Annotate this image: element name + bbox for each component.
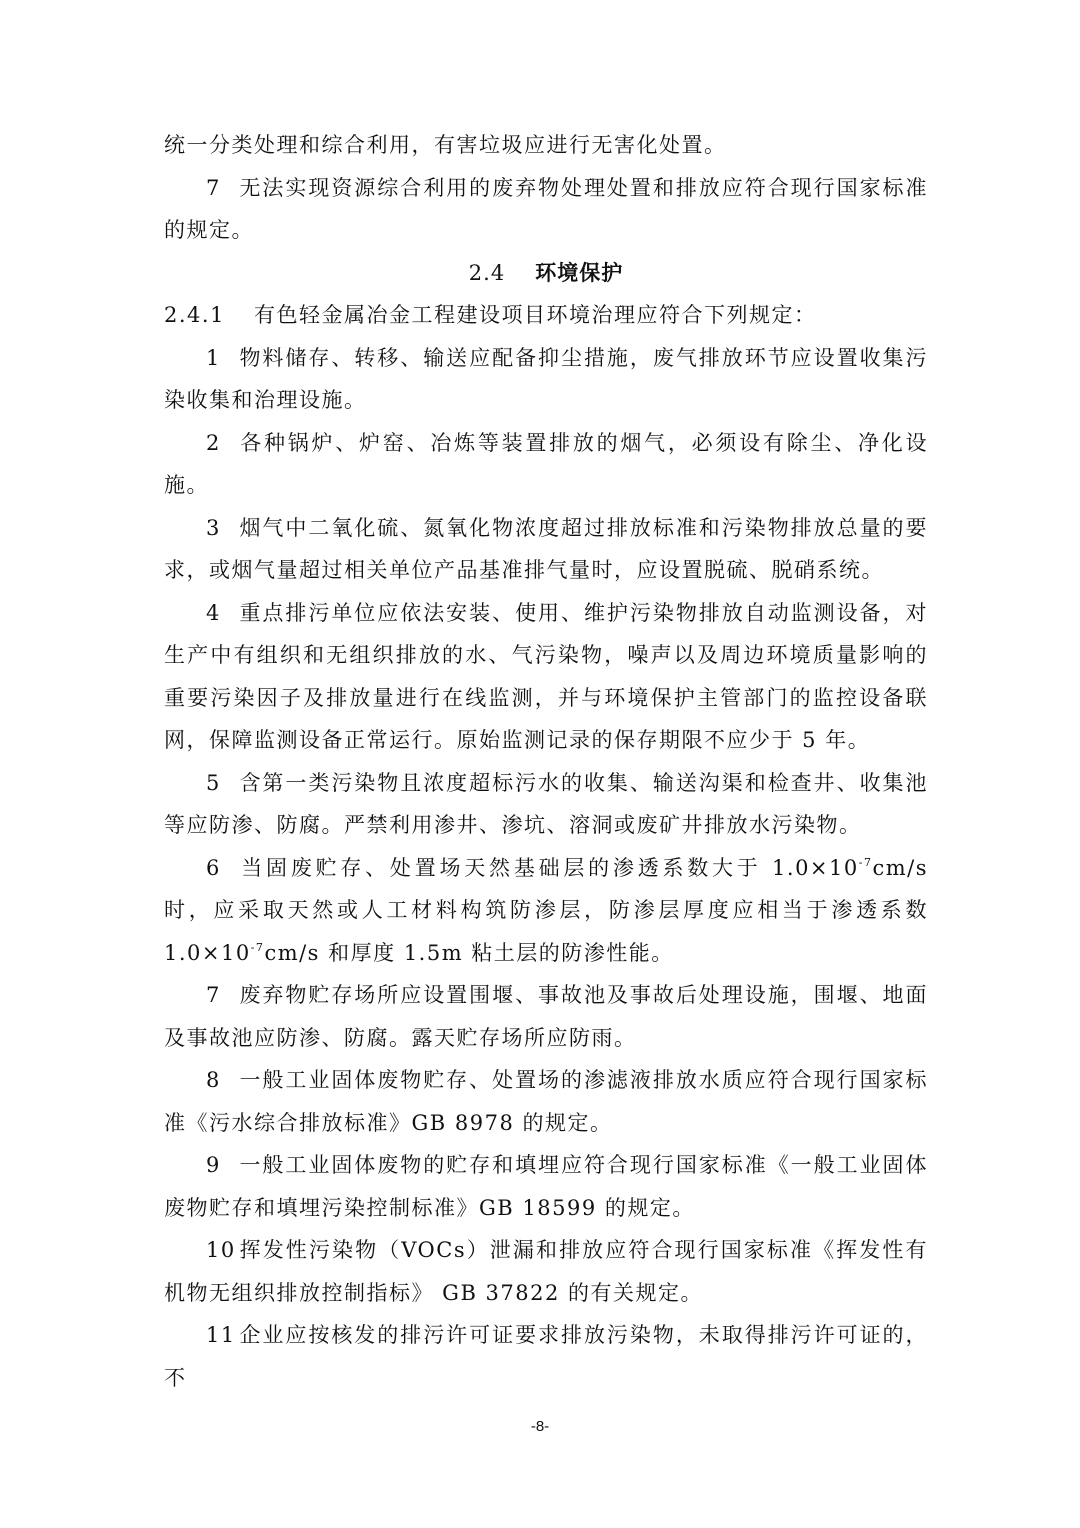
item-text: 含第一类污染物且浓度超标污水的收集、输送沟渠和检查井、收集池等应防渗、防腐。严禁利用渗井、渗坑、溶洞或废矿井排放水污染物。 [164, 770, 928, 837]
section-title: 环境保护 [535, 260, 624, 285]
list-item [164, 507, 928, 592]
list-item [164, 1059, 928, 1144]
item-number: 8 [206, 1068, 221, 1092]
paragraph-text: 统一分类处理和综合利用，有害垃圾应进行无害化处置。 [164, 133, 727, 157]
item-number: 4 [206, 600, 221, 625]
item-text-part: 当固废贮存、处置场天然基础层的渗透系数大于 1.0×10 [239, 855, 859, 880]
item-number: 3 [206, 515, 221, 540]
list-item [164, 974, 928, 1059]
list-item [164, 167, 928, 252]
item-text: 烟气中二氧化硫、氮氧化物浓度超过排放标准和污染物排放总量的要求，或烟气量超过相关单位产品基准排气量时，应设置脱硫、脱硝系统。 [164, 515, 928, 582]
item-text-part: cm/s 时，应采取天然或人工材料构筑防渗层，防渗层厚度应相当于渗透系数 1.0×10 [164, 855, 928, 965]
item-text: 物料储存、转移、输送应配备抑尘措施，废气排放环节应设置收集污染收集和治理设施。 [164, 345, 928, 412]
item-number: 1 [206, 345, 221, 370]
item-text: 各种锅炉、炉窑、冶炼等装置排放的烟气，必须设有除尘、净化设施。 [164, 430, 928, 497]
list-item [164, 337, 928, 422]
body-text [164, 124, 928, 1399]
item-number: 2 [206, 430, 221, 455]
item-number: 7 [206, 175, 221, 200]
item-number: 6 [206, 855, 221, 880]
list-item [164, 847, 928, 975]
paragraph-continuation [164, 124, 928, 167]
list-item [164, 1229, 928, 1314]
exponent: -7 [858, 855, 873, 869]
list-item [164, 592, 928, 762]
item-text: 重点排污单位应依法安装、使用、维护污染物排放自动监测设备，对生产中有组织和无组织排放的水、气污染物，噪声以及周边环境质量影响的重要污染因子及排放量进行在线监测，并与环境保护主管部门的监控设备联网，保障监测设备正常运行。原始监测记录的保存期限不应少于 5 年。 [164, 600, 928, 752]
list-item [164, 422, 928, 507]
item-text: 企业应按核发的排污许可证要求排放污染物，未取得排污许可证的，不 [164, 1323, 928, 1390]
item-text-part: cm/s 和厚度 1.5m 粘土层的防渗性能。 [264, 940, 674, 965]
clause-text: 有色轻金属冶金工程建设项目环境治理应符合下列规定： [254, 303, 817, 327]
list-item [164, 1314, 928, 1399]
list-item [164, 1144, 928, 1229]
exponent: -7 [250, 940, 265, 954]
clause [164, 294, 928, 337]
list-item [164, 762, 928, 847]
item-text: 一般工业固体废物贮存、处置场的渗滤液排放水质应符合现行国家标准《污水综合排放标准》GB 8978 的规定。 [164, 1068, 928, 1135]
item-text: 一般工业固体废物的贮存和填埋应符合现行国家标准《一般工业固体废物贮存和填埋污染控制标准》GB 18599 的规定。 [164, 1153, 928, 1220]
item-number: 11 [206, 1323, 236, 1347]
section-number: 2.4 [468, 260, 506, 285]
clause-number: 2.4.1 [164, 303, 225, 327]
item-number: 10 [206, 1238, 236, 1262]
item-text: 无法实现资源综合利用的废弃物处理处置和排放应符合现行国家标准的规定。 [164, 175, 928, 242]
item-text: 挥发性污染物（VOCs）泄漏和排放应符合现行国家标准《挥发性有机物无组织排放控制指标》 GB 37822 的有关规定。 [164, 1238, 928, 1305]
page-number: -8- [530, 1418, 550, 1435]
item-text: 废弃物贮存场所应设置围堰、事故池及事故后处理设施，围堰、地面及事故池应防渗、防腐。露天贮存场所应防雨。 [164, 983, 928, 1050]
item-number: 9 [206, 1153, 221, 1177]
item-number: 5 [206, 770, 221, 795]
section-heading [164, 252, 928, 295]
item-number: 7 [206, 983, 221, 1007]
